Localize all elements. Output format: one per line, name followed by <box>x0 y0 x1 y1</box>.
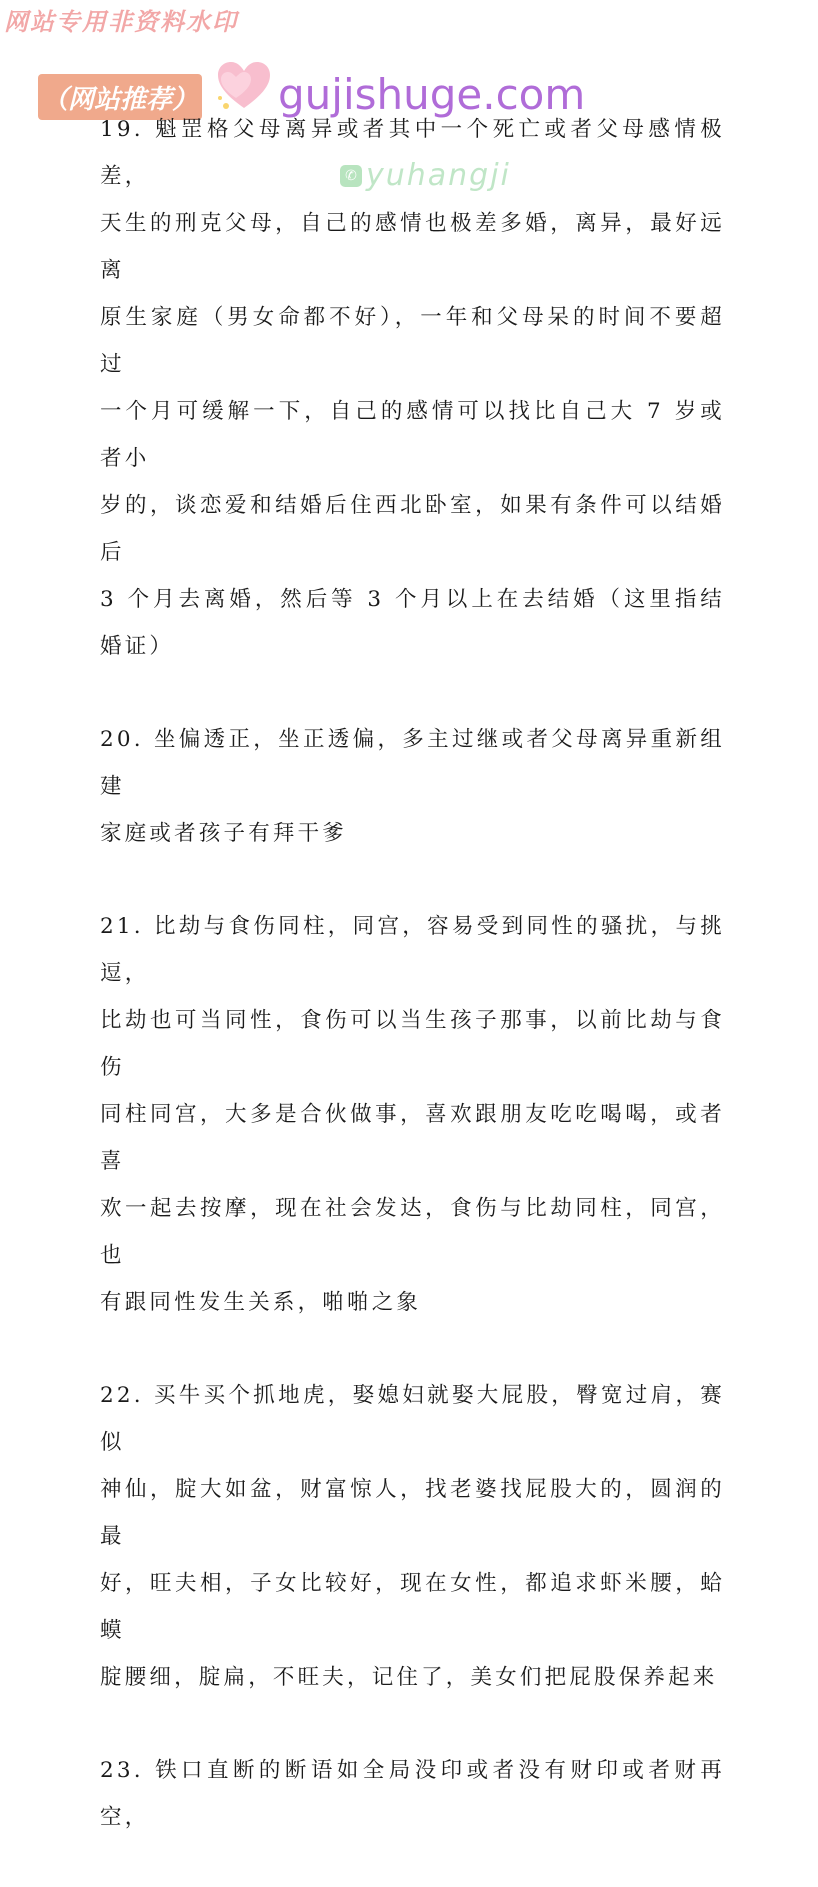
watermark-site-text: gujishuge.com <box>278 70 586 119</box>
document-body <box>100 106 725 1887</box>
paragraph <box>100 903 725 1326</box>
text-line: 19. 魁罡格父母离异或者其中一个死亡或者父母感情极差， <box>100 117 725 189</box>
text-line: 一个月可缓解一下，自己的感情可以找比自己大 7 岁或者小 <box>100 399 725 471</box>
text-line: 22. 买牛买个抓地虎，娶媳妇就娶大屁股，臀宽过肩，赛似 <box>100 1383 725 1455</box>
text-line: 同柱同宫，大多是合伙做事，喜欢跟朋友吃吃喝喝，或者喜 <box>100 1102 725 1174</box>
paragraph <box>100 106 725 670</box>
wechat-icon: ✆ <box>340 165 362 187</box>
text-line: 比劫也可当同性，食伤可以当生孩子那事，以前比劫与食伤 <box>100 1008 725 1080</box>
text-line: 21. 比劫与食伤同柱，同宫，容易受到同性的骚扰，与挑逗， <box>100 914 725 986</box>
paragraph <box>100 1372 725 1701</box>
text-line: 好，旺夫相，子女比较好，现在女性，都追求虾米腰，蛤蟆 <box>100 1571 725 1643</box>
text-line: 欢一起去按摩，现在社会发达，食伤与比劫同柱，同宫，也 <box>100 1196 725 1268</box>
watermark-overlay-text: yuhangji <box>366 158 511 193</box>
text-line: 20. 坐偏透正，坐正透偏，多主过继或者父母离异重新组建 <box>100 727 725 799</box>
text-line: 原生家庭（男女命都不好），一年和父母呆的时间不要超过 <box>100 305 725 377</box>
text-line: 岁的，谈恋爱和结婚后住西北卧室，如果有条件可以结婚后 <box>100 493 725 565</box>
paragraph <box>100 716 725 857</box>
text-line: 家庭或者孩子有拜干爹 <box>100 821 348 846</box>
watermark-badge-text: （网站推荐） <box>41 84 198 115</box>
text-line: 腚腰细，腚扁，不旺夫，记住了，美女们把屁股保养起来 <box>100 1665 718 1690</box>
text-line: 神仙，腚大如盆，财富惊人，找老婆找屁股大的，圆润的最 <box>100 1477 725 1549</box>
text-line: 有跟同性发生关系，啪啪之象 <box>100 1290 422 1315</box>
paragraph <box>100 1747 725 1841</box>
watermark-top-text: 网站专用非资料水印 <box>4 8 238 36</box>
text-line: 23. 铁口直断的断语如全局没印或者没有财印或者财再空， <box>100 1758 725 1830</box>
text-line: 天生的刑克父母，自己的感情也极差多婚，离异，最好远离 <box>100 211 725 283</box>
text-line: 3 个月去离婚，然后等 3 个月以上在去结婚（这里指结婚证） <box>100 587 725 659</box>
